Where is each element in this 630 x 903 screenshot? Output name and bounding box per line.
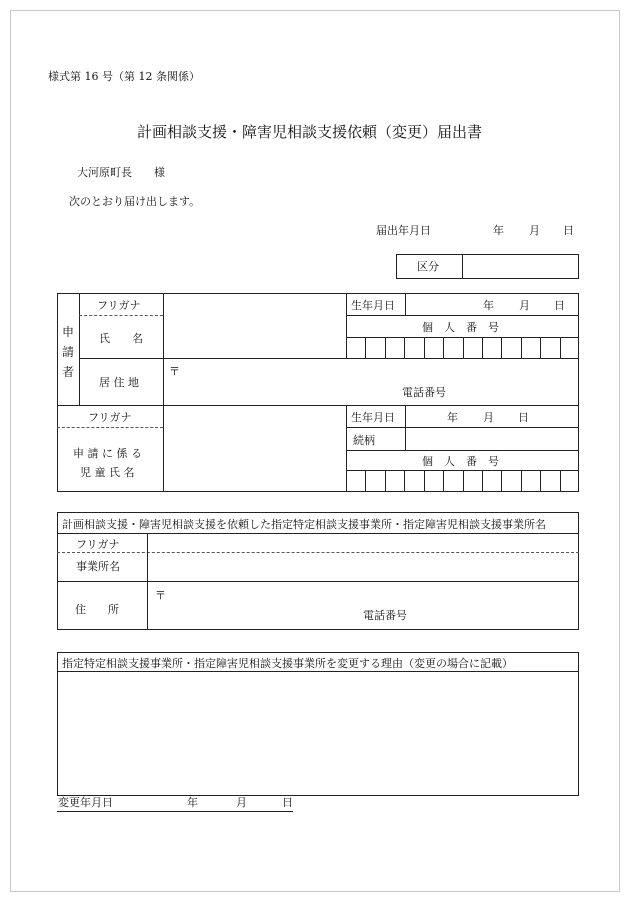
child-name-label-line1: 申 請 に 係 る xyxy=(73,447,142,460)
child-birth-year: 年 xyxy=(447,411,458,424)
digit-cell-divider xyxy=(443,337,444,358)
digit-cell-divider xyxy=(560,337,561,358)
provider-heading: 計画相談支援・障害児相談支援を依頼した指定特定相談支援事業所・指定障害児相談支援事業所名 xyxy=(62,518,546,531)
child-birth-day: 日 xyxy=(518,411,529,424)
intro-text: 次のとおり届け出します。 xyxy=(69,195,201,208)
child-birth-month: 月 xyxy=(483,411,494,424)
applicant-birthdate-label: 生年月日 xyxy=(351,299,395,312)
addressee: 大河原町長 様 xyxy=(77,166,165,179)
child-name-label-line2: 児 童 氏 名 xyxy=(80,466,135,479)
change-date-day: 日 xyxy=(282,796,293,809)
child-birthdate-label: 生年月日 xyxy=(351,411,395,424)
digit-cell-divider xyxy=(385,337,386,358)
child-mynumber-label: 個 人 番 号 xyxy=(422,455,499,468)
form-number: 様式第 16 号（第 12 条関係） xyxy=(48,70,200,83)
digit-cell-divider xyxy=(501,337,502,358)
applicant-birth-year: 年 xyxy=(483,299,494,312)
category-label: 区分 xyxy=(417,260,439,273)
child-furigana-label: フリガナ xyxy=(88,411,132,424)
submission-date-year: 年 xyxy=(493,224,504,237)
digit-cell-divider xyxy=(521,337,522,358)
digit-cell-divider xyxy=(482,470,483,492)
applicant-address-label: 居 住 地 xyxy=(99,376,139,389)
digit-cell-divider xyxy=(443,470,444,492)
digit-cell-divider xyxy=(482,337,483,358)
provider-office-label: 事業所名 xyxy=(76,560,120,573)
digit-cell-divider xyxy=(463,337,464,358)
digit-cell-divider xyxy=(501,470,502,492)
digit-cell-divider xyxy=(365,470,366,492)
submission-date-day: 日 xyxy=(563,224,574,237)
provider-address-label: 住 所 xyxy=(75,603,119,616)
applicant-furigana-label: フリガナ xyxy=(97,299,141,312)
digit-cell-divider xyxy=(404,337,405,358)
change-reason-input[interactable] xyxy=(59,673,577,794)
change-date-underline xyxy=(57,811,293,812)
change-date-year: 年 xyxy=(187,796,198,809)
applicant-section-label: 申 請 者 xyxy=(61,325,74,379)
digit-cell-divider xyxy=(540,470,541,492)
submission-date-label: 届出年月日 xyxy=(376,224,431,237)
provider-furigana-label: フリガナ xyxy=(76,538,120,551)
applicant-birth-month: 月 xyxy=(519,299,530,312)
digit-cell-divider xyxy=(540,337,541,358)
applicant-birth-day: 日 xyxy=(554,299,565,312)
digit-cell-divider xyxy=(424,337,425,358)
form-title: 計画相談支援・障害児相談支援依頼（変更）届出書 xyxy=(137,123,483,141)
provider-phone-label: 電話番号 xyxy=(363,609,407,622)
provider-postal-mark: 〒 xyxy=(155,589,166,602)
digit-cell-divider xyxy=(365,337,366,358)
digit-cell-divider xyxy=(424,470,425,492)
child-relation-label: 続柄 xyxy=(353,434,375,447)
applicant-phone-label: 電話番号 xyxy=(402,386,446,399)
digit-cell-divider xyxy=(463,470,464,492)
applicant-name-label: 氏 名 xyxy=(99,332,143,345)
digit-cell-divider xyxy=(385,470,386,492)
applicant-mynumber-label: 個 人 番 号 xyxy=(422,321,499,334)
applicant-postal-mark: 〒 xyxy=(169,365,180,378)
change-reason-heading: 指定特定相談支援事業所・指定障害児相談支援事業所を変更する理由（変更の場合に記載） xyxy=(62,657,513,670)
form-page xyxy=(10,10,620,892)
change-date-label: 変更年月日 xyxy=(58,796,113,809)
applicant-table xyxy=(57,293,579,492)
submission-date-month: 月 xyxy=(529,224,540,237)
digit-cell-divider xyxy=(404,470,405,492)
digit-cell-divider xyxy=(560,470,561,492)
change-date-month: 月 xyxy=(236,796,247,809)
digit-cell-divider xyxy=(521,470,522,492)
